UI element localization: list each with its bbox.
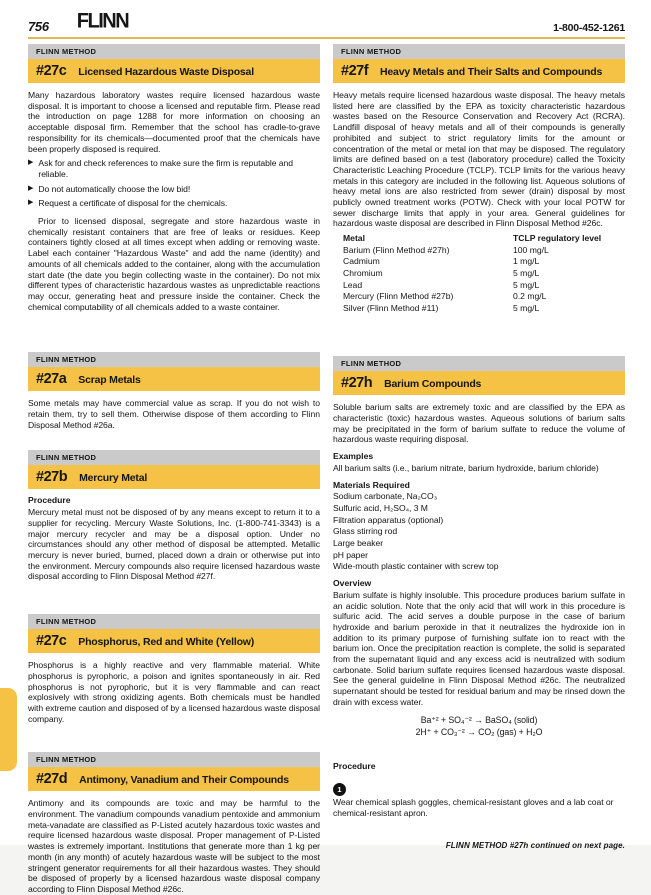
table-header-tclp: TCLP regulatory level xyxy=(513,233,602,244)
section-titlebar xyxy=(28,465,320,489)
step-text: Wear chemical splash goggles, chemical-resistant gloves and a lab coat or chemical-resistant apron. xyxy=(333,797,614,818)
material-item: Sulfuric acid, H₂SO₄, 3 M xyxy=(333,502,428,513)
section-titlebar xyxy=(28,629,320,653)
content-columns xyxy=(28,44,625,895)
table-cell-metal: Cadmium xyxy=(343,256,380,267)
section-title: Antimony, Vanadium and Their Compounds xyxy=(79,774,289,787)
section-titlebar xyxy=(333,59,625,83)
section-title: Licensed Hazardous Waste Disposal xyxy=(78,66,254,78)
section-titlebar xyxy=(28,767,320,791)
bullet-text: Request a certificate of disposal for the chemicals. xyxy=(38,198,228,209)
table-cell-limit: 5 mg/L xyxy=(513,279,540,290)
table-row xyxy=(343,291,625,303)
table-header-metal: Metal xyxy=(343,233,365,244)
section-kicker: FLINN METHOD xyxy=(28,614,320,629)
overview-subhead: Overview xyxy=(333,578,372,589)
section-code: #27d xyxy=(36,771,68,788)
section-title: Heavy Metals and Their Salts and Compounds xyxy=(380,66,603,78)
phone-number: 1-800-452-1261 xyxy=(553,22,625,34)
flinn-logo: FLINN xyxy=(76,9,129,33)
section-kicker: FLINN METHOD xyxy=(28,752,320,767)
table-header-row xyxy=(343,233,625,245)
materials-subhead: Materials Required xyxy=(333,479,410,490)
material-item: Large beaker xyxy=(333,538,384,549)
bullet-item xyxy=(28,158,320,179)
table-row xyxy=(343,256,625,268)
procedure-subhead: Procedure xyxy=(333,760,376,771)
table-row xyxy=(343,245,625,257)
table-cell-metal: Chromium xyxy=(343,267,383,278)
table-row xyxy=(343,280,625,292)
material-item: Filtration apparatus (optional) xyxy=(333,514,444,525)
section-paragraph: Soluble barium salts are extremely toxic and are classified by the EPA as characteristic (toxic) hazardous wastes. Aqueous solutions of barium salts may be precipitated in the form of barium sulfate to reduce the volume of hazardous waste requiring disposal. xyxy=(333,402,625,445)
table-cell-metal: Silver (Flinn Method #11) xyxy=(343,302,439,313)
section-paragraph: Phosphorus is a highly reactive and very flammable material. White phosphorus is pyrophoric, a poison and ignites spontaneously in air. Red phosphorus is not pyrophoric, but it is very flammable and can react explosively with strong oxidizing agents. Both chemicals must be handled with extreme caution and disposed of by a licensed hazardous waste disposal company. xyxy=(28,660,320,724)
section-paragraph: Heavy metals require licensed hazardous waste disposal. The heavy metals listed here are classified by the EPA as toxicity characteristic hazardous wastes based on the Resource Conservation and Recovery Act (RCRA). Landfill disposal of heavy metals and all of their compounds is generally prohibited and subject to strict regulatory limits for the amount or concentration of the metal or metal ion that may be disposed. The regulatory limits are defined based on a test (laboratory procedure) called the Toxicity Characteristic Leaching Procedure (TCLP). TCLP limits for the various heavy metals in this category are included in the following list. Aqueous solutions of heavy metal ions are also restricted from sewer (drain) disposal by most publicly owned treatment works (POTW). Check with your local POTW for sewer discharge limits that apply in your area. General guidelines for hazardous waste disposal are described in Flinn Disposal Method #26c. xyxy=(333,90,625,229)
continued-note: FLINN METHOD #27h continued on next page. xyxy=(445,840,625,850)
section-27h-barium-compounds xyxy=(333,356,625,849)
section-27c-licensed xyxy=(28,44,320,312)
section-paragraph: Many hazardous laboratory wastes require licensed hazardous waste disposal. It is important to choose a licensed and reputable firm. Please read the introduction on page 1288 for more information on choosing an acceptable disposal firm. Remember that the school has cradle-to-grave responsibility for its chemicals—documented proof that the chemicals have been properly disposed is required. xyxy=(28,90,320,154)
section-kicker: FLINN METHOD xyxy=(28,352,320,367)
section-titlebar xyxy=(333,371,625,395)
table-cell-limit: 5 mg/L xyxy=(513,267,540,278)
page-edge-tab xyxy=(0,688,17,771)
bullet-triangle-icon: ▶ xyxy=(28,184,34,192)
section-kicker: FLINN METHOD xyxy=(28,450,320,465)
examples-subhead: Examples xyxy=(333,451,374,462)
material-item: Glass stirring rod xyxy=(333,526,398,537)
chemical-equations xyxy=(333,714,625,739)
section-code: #27h xyxy=(341,375,373,392)
bullet-item xyxy=(28,184,320,195)
step-number-badge: 1 xyxy=(333,783,346,796)
section-code: #27b xyxy=(36,469,68,486)
page-number: 756 xyxy=(28,19,49,34)
section-kicker: FLINN METHOD xyxy=(28,44,320,59)
equation-barium-sulfate: Ba⁺² + SO₄⁻² → BaSO₄ (solid) xyxy=(420,714,538,725)
section-paragraph: Prior to licensed disposal, segregate and store hazardous waste in chemically resistant containers that are free of leaks or residues. Keep containers tightly closed at all times except when adding or removing waste. Label each container "Hazardous Waste" and add the name (identity) and amounts of all chemicals added to the container, along with the accumulation start date (the date you begin collecting waste in the container). Do not mix different types of characteristic hazardous wastes as unpredictable reactions may occur, generating heat and pressure inside the container. Check the chemical computability of all chemicals added to a waste container. xyxy=(28,216,320,312)
section-27f-heavy-metals xyxy=(333,44,625,314)
section-kicker: FLINN METHOD xyxy=(333,356,625,371)
material-item: Wide-mouth plastic container with screw top xyxy=(333,561,499,572)
section-kicker: FLINN METHOD xyxy=(333,44,625,59)
table-cell-metal: Lead xyxy=(343,279,363,290)
left-column xyxy=(28,44,320,895)
section-27a-scrap-metals xyxy=(28,352,320,430)
material-item: Sodium carbonate, Na₂CO₃ xyxy=(333,491,438,502)
examples-text: All barium salts (i.e., barium nitrate, barium hydroxide, barium chloride) xyxy=(333,462,599,473)
section-paragraph: Antimony and its compounds are toxic and may be harmful to the environment. The vanadium compounds vanadium pentoxide and ammonium meta-vanadate are classified as P-Listed acutely hazardous toxic wastes and require licensed hazardous waste disposal. Proper management of P-Listed wastes is extremely important. Institutions that generate more than 1 kg per month (in any month) of acutely hazardous waste will be subject to the most stringent generator requirements for all their hazardous wastes. They should be disposed of properly by a licensed hazardous waste disposal company according to Flinn Disposal Method #26c. xyxy=(28,798,320,894)
table-row xyxy=(343,268,625,280)
section-27d-antimony-vanadium xyxy=(28,752,320,894)
section-code: #27a xyxy=(36,371,67,388)
tclp-table xyxy=(343,233,625,314)
table-cell-limit: 0.2 mg/L xyxy=(513,291,547,302)
bullet-text: Ask for and check references to make sure the firm is reputable and reliable. xyxy=(38,158,293,179)
table-cell-limit: 100 mg/L xyxy=(513,244,549,255)
material-item: pH paper xyxy=(333,549,368,560)
right-column xyxy=(333,44,625,895)
procedure-subhead: Procedure xyxy=(28,495,71,506)
section-paragraph: Mercury metal must not be disposed of by any means except to return it to a supplier for recycling. Mercury Waste Solutions, Inc. (1-800-741-3343) is a major mercury recycler and may be a disposal option. Under no circumstances should any other method of disposal be attempted. Metallic mercury is never buried, burned, placed down a drain or otherwise put into the environment. Mercury compounds also require licensed hazardous waste disposal according to Flinn Disposal Method #27f. xyxy=(28,507,320,582)
bullet-text: Do not automatically choose the low bid! xyxy=(38,183,191,194)
table-cell-metal: Mercury (Flinn Method #27b) xyxy=(343,291,454,302)
section-titlebar xyxy=(28,367,320,391)
bullet-triangle-icon: ▶ xyxy=(28,159,34,167)
bullet-item xyxy=(28,198,320,209)
equation-carbonate-neutralization: 2H⁺ + CO₃⁻² → CO₂ (gas) + H₂O xyxy=(415,727,543,738)
table-cell-limit: 5 mg/L xyxy=(513,302,540,313)
section-paragraph: Some metals may have commercial value as scrap. If you do not wish to retain them, try to sell them. Otherwise dispose of them according to Flinn Disposal Method #26a. xyxy=(28,398,320,430)
overview-text: Barium sulfate is highly insoluble. This procedure produces barium sulfate in an acidic solution. Note that the only acid that will work in this procedure is sulfuric acid. The acid serves a double purpose in the case of barium hydroxide and barium peroxide in that it neutralizes the hydroxide ion in addition to its primary purpose of furnishing sulfate ion to react with the barium ion. Once the precipitation reaction is complete, the solid is separated from the supernatant liquid and any excess acid is neutralized with sodium carbonate. Solid barium sulfate requires licensed hazardous waste disposal. See the general guideline in Flinn Disposal Method #26c. The neutralized supernatant should be tested for residual barium and may be rinsed down the drain with excess water. xyxy=(333,589,625,707)
table-cell-limit: 1 mg/L xyxy=(513,256,540,267)
section-code: #27c xyxy=(36,633,67,650)
bullet-triangle-icon: ▶ xyxy=(28,199,34,207)
section-title: Barium Compounds xyxy=(384,378,482,391)
section-title: Mercury Metal xyxy=(79,472,148,485)
table-row xyxy=(343,303,625,315)
section-27c-phosphorus xyxy=(28,614,320,724)
table-cell-metal: Barium (Flinn Method #27h) xyxy=(343,244,450,255)
section-code: #27c xyxy=(36,63,67,79)
section-title: Scrap Metals xyxy=(78,374,141,387)
section-title: Phosphorus, Red and White (Yellow) xyxy=(78,636,255,649)
section-titlebar xyxy=(28,59,320,83)
section-27b-mercury-metal xyxy=(28,450,320,582)
section-code: #27f xyxy=(341,63,369,79)
page-header xyxy=(28,10,625,39)
